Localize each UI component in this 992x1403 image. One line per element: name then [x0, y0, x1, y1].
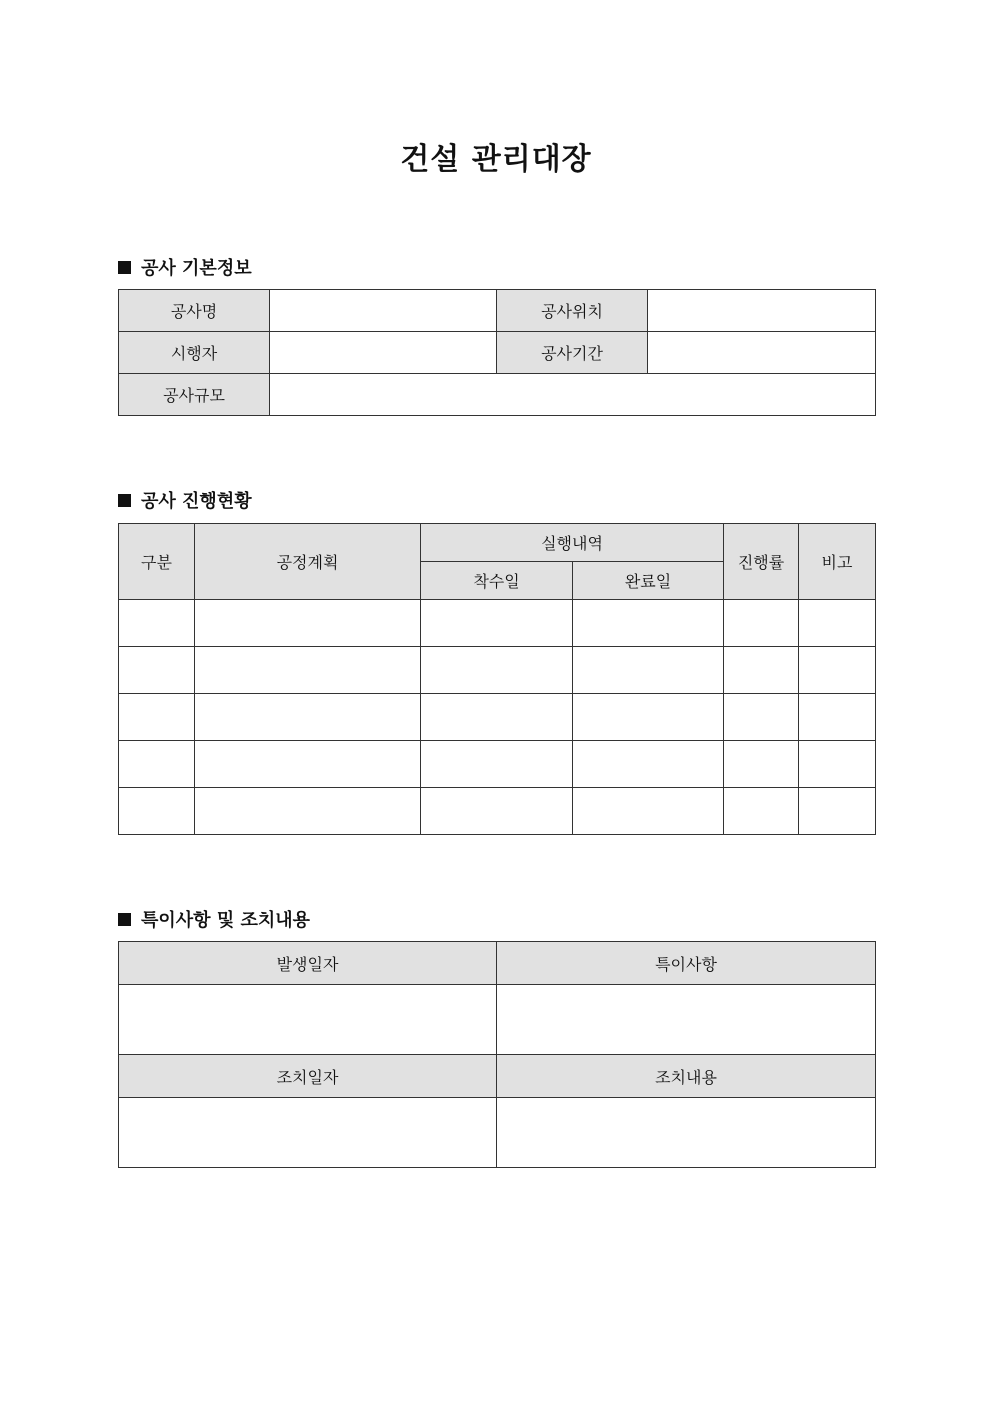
completion-date-cell[interactable]	[573, 788, 724, 835]
process-plan-cell[interactable]	[195, 788, 421, 835]
basic-info-table	[118, 289, 876, 416]
progress-heading	[118, 487, 252, 513]
start-date-cell[interactable]	[421, 694, 573, 741]
table-row	[119, 374, 876, 416]
progress-rate-cell[interactable]	[724, 788, 799, 835]
progress-rate-cell[interactable]	[724, 694, 799, 741]
table-row	[119, 332, 876, 374]
square-bullet-icon	[118, 261, 131, 274]
progress-rate-cell[interactable]	[724, 647, 799, 694]
process-plan-cell[interactable]	[195, 647, 421, 694]
execution-header: 실행내역	[421, 524, 724, 562]
project-location-label: 공사위치	[497, 290, 648, 332]
table-row	[119, 1098, 876, 1168]
action-date-label: 조치일자	[119, 1055, 497, 1098]
progress-table	[118, 523, 876, 835]
table-header-row	[119, 1055, 876, 1098]
start-date-cell[interactable]	[421, 741, 573, 788]
progress-heading-text: 공사 진행현황	[141, 491, 252, 512]
square-bullet-icon	[118, 913, 131, 926]
issue-field[interactable]	[497, 985, 876, 1055]
issue-label: 특이사항	[497, 942, 876, 985]
category-header: 구분	[119, 524, 195, 600]
contractor-label: 시행자	[119, 332, 270, 374]
remarks-cell[interactable]	[799, 647, 876, 694]
project-scale-field[interactable]	[270, 374, 876, 416]
table-row	[119, 985, 876, 1055]
process-plan-cell[interactable]	[195, 741, 421, 788]
category-cell[interactable]	[119, 694, 195, 741]
project-scale-label: 공사규모	[119, 374, 270, 416]
completion-date-cell[interactable]	[573, 741, 724, 788]
project-period-field[interactable]	[648, 332, 876, 374]
completion-date-cell[interactable]	[573, 600, 724, 647]
table-row	[119, 694, 876, 741]
start-date-cell[interactable]	[421, 788, 573, 835]
progress-rate-cell[interactable]	[724, 741, 799, 788]
issues-heading-text: 특이사항 및 조치내용	[141, 910, 311, 931]
basic-info-heading	[118, 254, 252, 280]
table-row	[119, 741, 876, 788]
remarks-cell[interactable]	[799, 741, 876, 788]
remarks-cell[interactable]	[799, 600, 876, 647]
table-header-row	[119, 524, 876, 562]
square-bullet-icon	[118, 494, 131, 507]
remarks-header: 비고	[799, 524, 876, 600]
action-date-field[interactable]	[119, 1098, 497, 1168]
category-cell[interactable]	[119, 600, 195, 647]
action-content-label: 조치내용	[497, 1055, 876, 1098]
issues-table	[118, 941, 876, 1168]
process-plan-header: 공정계획	[195, 524, 421, 600]
completion-date-header: 완료일	[573, 562, 724, 600]
table-row	[119, 647, 876, 694]
process-plan-cell[interactable]	[195, 600, 421, 647]
category-cell[interactable]	[119, 741, 195, 788]
category-cell[interactable]	[119, 647, 195, 694]
process-plan-cell[interactable]	[195, 694, 421, 741]
project-period-label: 공사기간	[497, 332, 648, 374]
project-location-field[interactable]	[648, 290, 876, 332]
table-row	[119, 600, 876, 647]
start-date-header: 착수일	[421, 562, 573, 600]
page-title: 건설 관리대장	[400, 142, 592, 177]
project-name-label: 공사명	[119, 290, 270, 332]
start-date-cell[interactable]	[421, 647, 573, 694]
remarks-cell[interactable]	[799, 788, 876, 835]
table-header-row	[119, 942, 876, 985]
project-name-field[interactable]	[270, 290, 497, 332]
completion-date-cell[interactable]	[573, 694, 724, 741]
table-row	[119, 290, 876, 332]
contractor-field[interactable]	[270, 332, 497, 374]
completion-date-cell[interactable]	[573, 647, 724, 694]
occurrence-date-field[interactable]	[119, 985, 497, 1055]
remarks-cell[interactable]	[799, 694, 876, 741]
start-date-cell[interactable]	[421, 600, 573, 647]
progress-rate-cell[interactable]	[724, 600, 799, 647]
category-cell[interactable]	[119, 788, 195, 835]
basic-info-heading-text: 공사 기본정보	[141, 258, 252, 279]
issues-heading	[118, 906, 310, 932]
occurrence-date-label: 발생일자	[119, 942, 497, 985]
table-row	[119, 788, 876, 835]
action-content-field[interactable]	[497, 1098, 876, 1168]
progress-rate-header: 진행률	[724, 524, 799, 600]
